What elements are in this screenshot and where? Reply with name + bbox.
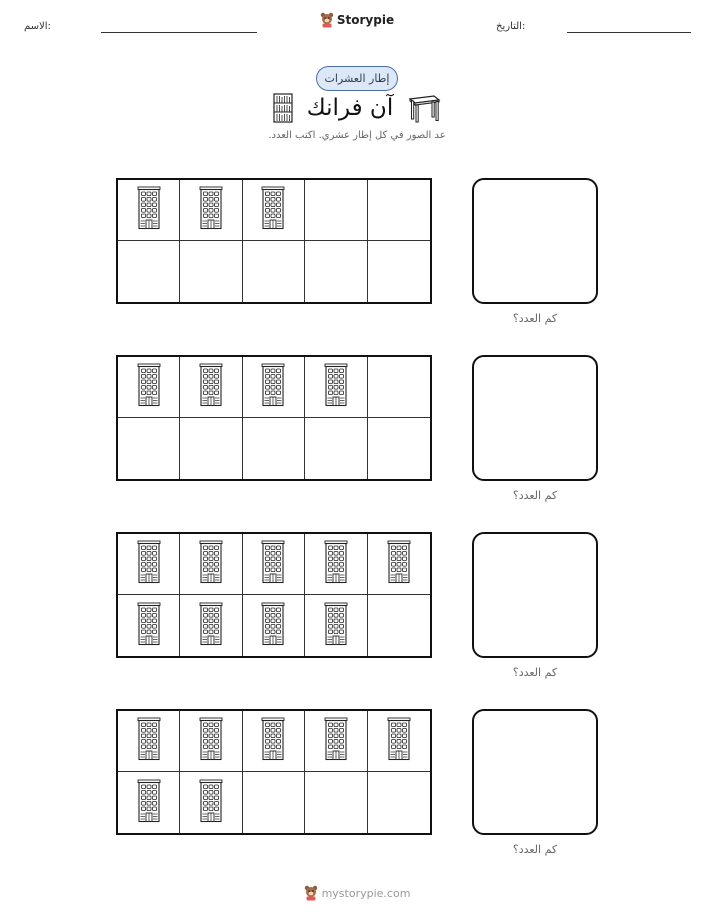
- building-icon: [323, 602, 349, 650]
- ten-frame-cell: [305, 180, 367, 241]
- ten-frame-cell: [180, 595, 242, 656]
- ten-frame-cell: [118, 534, 180, 595]
- ten-frame-cell: [118, 772, 180, 833]
- ten-frame-cell: [368, 595, 430, 656]
- ten-frame-cell: [180, 772, 242, 833]
- answer-box[interactable]: [472, 709, 598, 835]
- ten-frame-cell: [368, 418, 430, 479]
- ten-frame: [116, 178, 432, 304]
- building-icon: [260, 717, 286, 765]
- instructions: عد الصور في كل إطار عشري. اكتب العدد.: [268, 130, 446, 141]
- building-icon: [136, 779, 162, 827]
- ten-frame-cell: [368, 772, 430, 833]
- building-icon: [198, 602, 224, 650]
- ten-frame-cell: [118, 357, 180, 418]
- how-many-label: كم العدد؟: [512, 312, 558, 325]
- footer: [0, 885, 714, 905]
- ten-frame-cell: [243, 418, 305, 479]
- ten-frame-cell: [118, 241, 180, 302]
- ten-frame-cell: [180, 241, 242, 302]
- building-icon: [198, 363, 224, 411]
- building-icon: [198, 186, 224, 234]
- ten-frame-cell: [118, 595, 180, 656]
- ten-frame-cell: [180, 180, 242, 241]
- building-icon: [198, 717, 224, 765]
- ten-frame-cell: [118, 180, 180, 241]
- ten-frame-cell: [305, 772, 367, 833]
- table-icon: [407, 93, 441, 123]
- ten-frame-cell: [368, 241, 430, 302]
- ten-frame-cell: [180, 711, 242, 772]
- date-field-line[interactable]: [567, 32, 691, 33]
- bookshelf-icon: [273, 93, 293, 123]
- ten-frame-cell: [243, 180, 305, 241]
- building-icon: [260, 540, 286, 588]
- ten-frame-cell: [180, 357, 242, 418]
- building-icon: [136, 717, 162, 765]
- building-icon: [136, 186, 162, 234]
- building-icon: [260, 602, 286, 650]
- building-icon: [136, 363, 162, 411]
- ten-frame: [116, 355, 432, 481]
- name-field-line[interactable]: [101, 32, 257, 33]
- ten-frame-cell: [305, 357, 367, 418]
- ten-frame-cell: [368, 534, 430, 595]
- ten-frame-cell: [305, 595, 367, 656]
- building-icon: [136, 540, 162, 588]
- ten-frame-cell: [368, 357, 430, 418]
- answer-box[interactable]: [472, 532, 598, 658]
- storypie-bear-icon: [304, 885, 318, 901]
- building-icon: [198, 540, 224, 588]
- name-label: الاسم:: [24, 21, 51, 32]
- ten-frame-cell: [118, 418, 180, 479]
- ten-frame-cell: [118, 711, 180, 772]
- building-icon: [386, 717, 412, 765]
- building-icon: [260, 186, 286, 234]
- ten-frame-cell: [368, 180, 430, 241]
- ten-frame-cell: [305, 534, 367, 595]
- ten-frame-cell: [368, 711, 430, 772]
- storypie-bear-icon: [320, 12, 334, 28]
- worksheet-tag: إطار العشرات: [316, 66, 398, 91]
- how-many-label: كم العدد؟: [512, 843, 558, 856]
- building-icon: [323, 363, 349, 411]
- ten-frame: [116, 532, 432, 658]
- footer-site: mystorypie.com: [321, 886, 411, 900]
- ten-frame-cell: [305, 418, 367, 479]
- building-icon: [198, 779, 224, 827]
- building-icon: [386, 540, 412, 588]
- answer-box[interactable]: [472, 178, 598, 304]
- ten-frame-cell: [305, 241, 367, 302]
- brand-name: Storypie: [336, 13, 395, 27]
- ten-frame-cell: [243, 772, 305, 833]
- brand-header: [0, 12, 714, 32]
- building-icon: [323, 717, 349, 765]
- how-many-label: كم العدد؟: [512, 666, 558, 679]
- ten-frame-cell: [243, 357, 305, 418]
- building-icon: [323, 540, 349, 588]
- building-icon: [260, 363, 286, 411]
- ten-frame-cell: [243, 595, 305, 656]
- ten-frame-cell: [243, 241, 305, 302]
- worksheet-title-row: [0, 93, 714, 129]
- worksheet-title: آن فرانك: [306, 95, 394, 121]
- ten-frame-cell: [305, 711, 367, 772]
- answer-box[interactable]: [472, 355, 598, 481]
- ten-frame: [116, 709, 432, 835]
- how-many-label: كم العدد؟: [512, 489, 558, 502]
- date-label: التاريخ:: [496, 21, 526, 32]
- ten-frame-cell: [243, 534, 305, 595]
- building-icon: [136, 602, 162, 650]
- ten-frame-cell: [243, 711, 305, 772]
- ten-frame-cell: [180, 418, 242, 479]
- ten-frame-cell: [180, 534, 242, 595]
